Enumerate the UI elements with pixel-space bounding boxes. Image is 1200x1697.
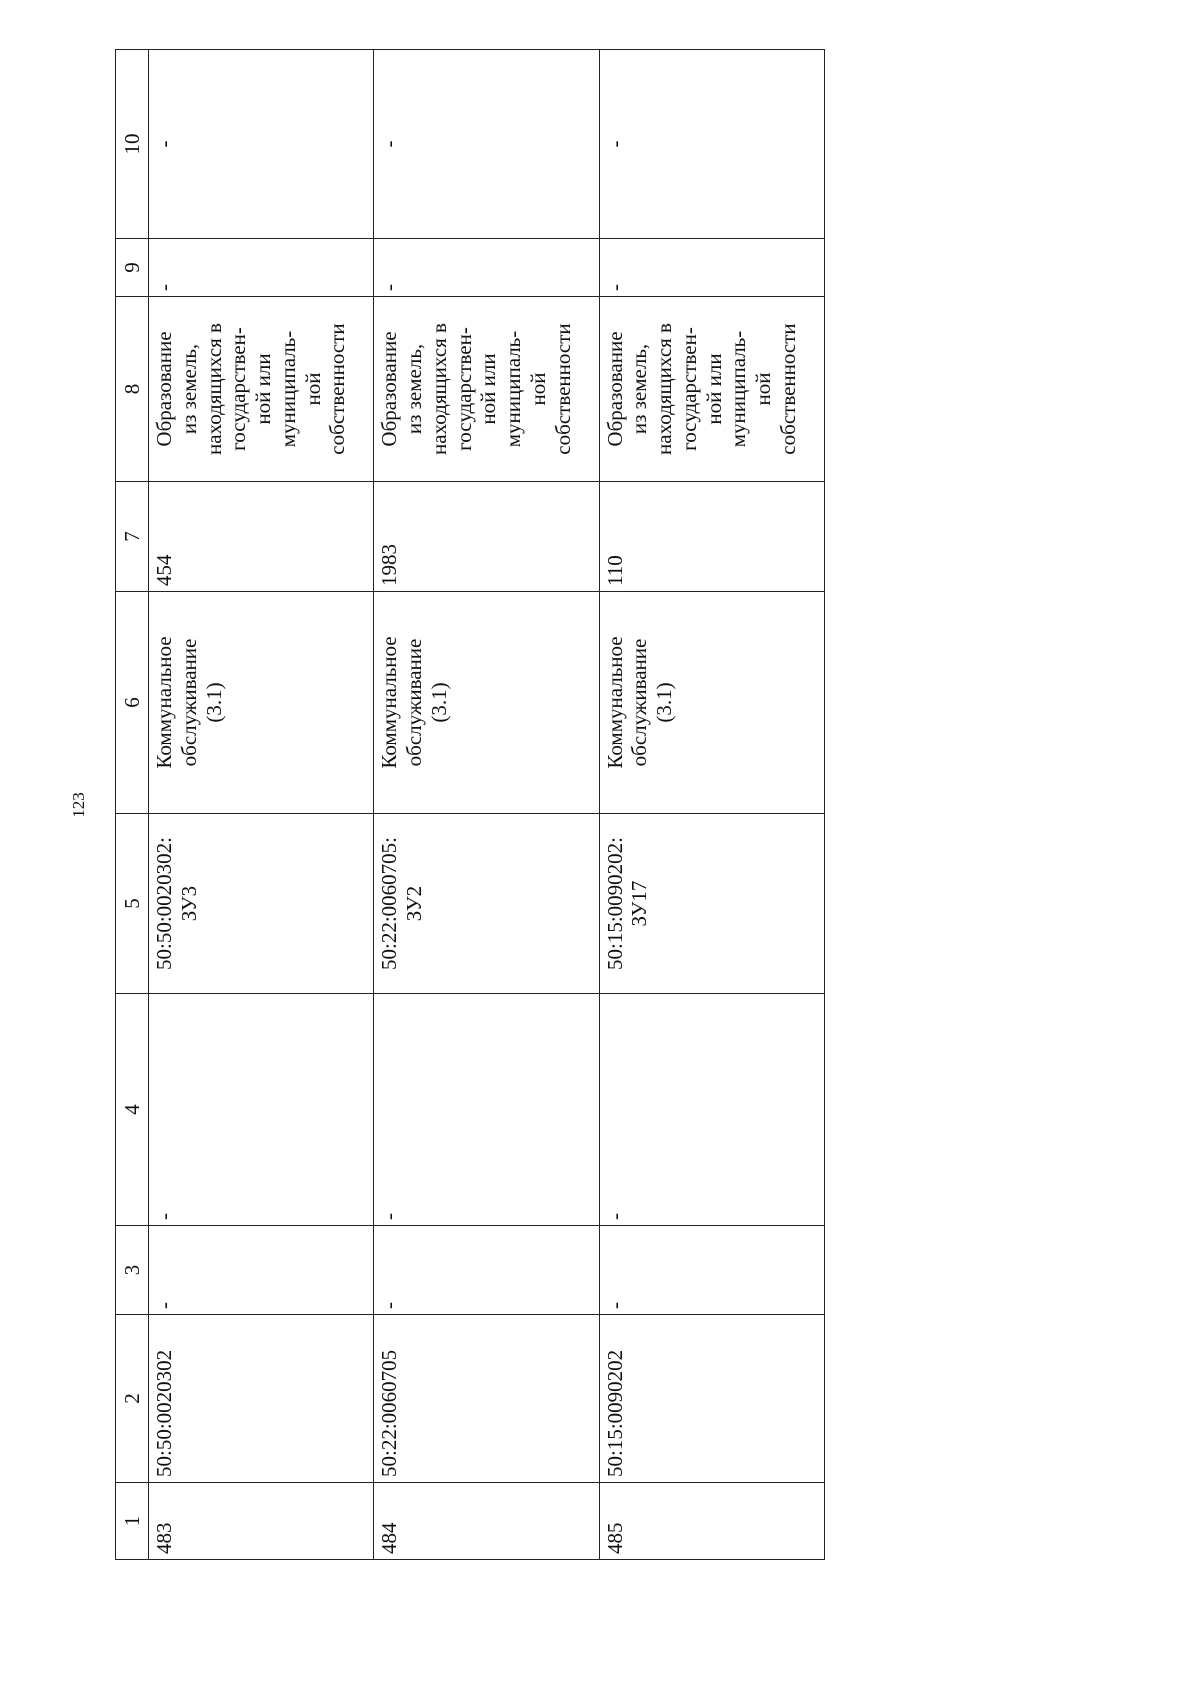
column-9-cell: -	[599, 239, 824, 297]
parcel-number-cell	[374, 814, 599, 994]
formation-line: находящихся в	[426, 323, 451, 455]
page-number: 123	[69, 792, 88, 818]
formation-line: из земель,	[176, 343, 201, 435]
land-use-line: (3.1)	[201, 682, 226, 723]
land-use-line: обслуживание	[627, 638, 652, 767]
formation-line: ной	[525, 372, 550, 406]
formation-line: Образование	[602, 331, 627, 447]
area-cell: 1983	[374, 482, 599, 592]
land-use-line: (3.1)	[652, 682, 677, 723]
table-row	[149, 50, 374, 1560]
area-cell: 110	[599, 482, 824, 592]
land-use-line: Коммунальное	[152, 636, 177, 769]
cadastral-block-cell: 50:50:0020302	[149, 1315, 374, 1483]
rotated-table-container	[115, 50, 825, 1560]
formation-method-cell	[599, 297, 824, 482]
parcel-line: ЗУ3	[176, 885, 201, 922]
land-use-cell	[374, 592, 599, 814]
land-plots-table	[115, 49, 825, 1560]
column-3-cell: -	[599, 1226, 824, 1315]
formation-line: ной или	[251, 353, 276, 425]
column-4-cell: -	[599, 994, 824, 1226]
land-use-cell	[599, 592, 824, 814]
column-3-cell: -	[374, 1226, 599, 1315]
formation-line: государствен-	[226, 327, 251, 451]
parcel-line: ЗУ2	[402, 885, 427, 922]
area-cell: 454	[149, 482, 374, 592]
parcel-line: 50:22:0060705:	[377, 837, 402, 971]
column-header: 10	[116, 50, 149, 239]
formation-line: находящихся в	[201, 323, 226, 455]
land-use-line: Коммунальное	[602, 636, 627, 769]
column-header: 5	[116, 814, 149, 994]
column-4-cell: -	[374, 994, 599, 1226]
parcel-number-cell	[599, 814, 824, 994]
table-row	[599, 50, 824, 1560]
column-header: 7	[116, 482, 149, 592]
table-row	[374, 50, 599, 1560]
parcel-line: 50:50:0020302:	[152, 837, 177, 971]
column-header: 3	[116, 1226, 149, 1315]
formation-line: собственности	[776, 323, 801, 455]
formation-line: из земель,	[402, 343, 427, 435]
parcel-line: ЗУ17	[627, 880, 652, 927]
land-use-line: Коммунальное	[377, 636, 402, 769]
formation-method-cell	[149, 297, 374, 482]
land-use-line: (3.1)	[426, 682, 451, 723]
formation-line: ной	[300, 372, 325, 406]
formation-line: государствен-	[676, 327, 701, 451]
column-9-cell: -	[149, 239, 374, 297]
table-wrapper	[115, 50, 825, 1560]
column-header: 2	[116, 1315, 149, 1483]
column-9-cell: -	[374, 239, 599, 297]
formation-line: ной или	[476, 353, 501, 425]
land-use-line: обслуживание	[176, 638, 201, 767]
land-use-cell	[149, 592, 374, 814]
parcel-number-cell	[149, 814, 374, 994]
column-header: 1	[116, 1483, 149, 1560]
row-number-cell: 484	[374, 1483, 599, 1560]
row-number-cell: 485	[599, 1483, 824, 1560]
column-header: 9	[116, 239, 149, 297]
formation-line: муниципаль-	[726, 330, 751, 448]
formation-line: муниципаль-	[275, 330, 300, 448]
header-row	[116, 50, 149, 1560]
formation-line: ной или	[701, 353, 726, 425]
formation-line: муниципаль-	[501, 330, 526, 448]
formation-line: собственности	[550, 323, 575, 455]
land-use-line: обслуживание	[402, 638, 427, 767]
column-header: 4	[116, 994, 149, 1226]
column-header: 6	[116, 592, 149, 814]
formation-line: Образование	[377, 331, 402, 447]
formation-method-cell	[374, 297, 599, 482]
column-10-cell: -	[374, 50, 599, 239]
formation-line: собственности	[325, 323, 350, 455]
column-header: 8	[116, 297, 149, 482]
row-number-cell: 483	[149, 1483, 374, 1560]
formation-line: ной	[751, 372, 776, 406]
cadastral-block-cell: 50:22:0060705	[374, 1315, 599, 1483]
cadastral-block-cell: 50:15:0090202	[599, 1315, 824, 1483]
formation-line: из земель,	[627, 343, 652, 435]
column-10-cell: -	[149, 50, 374, 239]
column-3-cell: -	[149, 1226, 374, 1315]
column-4-cell: -	[149, 994, 374, 1226]
parcel-line: 50:15:0090202:	[602, 837, 627, 971]
formation-line: государствен-	[451, 327, 476, 451]
formation-line: находящихся в	[652, 323, 677, 455]
formation-line: Образование	[152, 331, 177, 447]
column-10-cell: -	[599, 50, 824, 239]
